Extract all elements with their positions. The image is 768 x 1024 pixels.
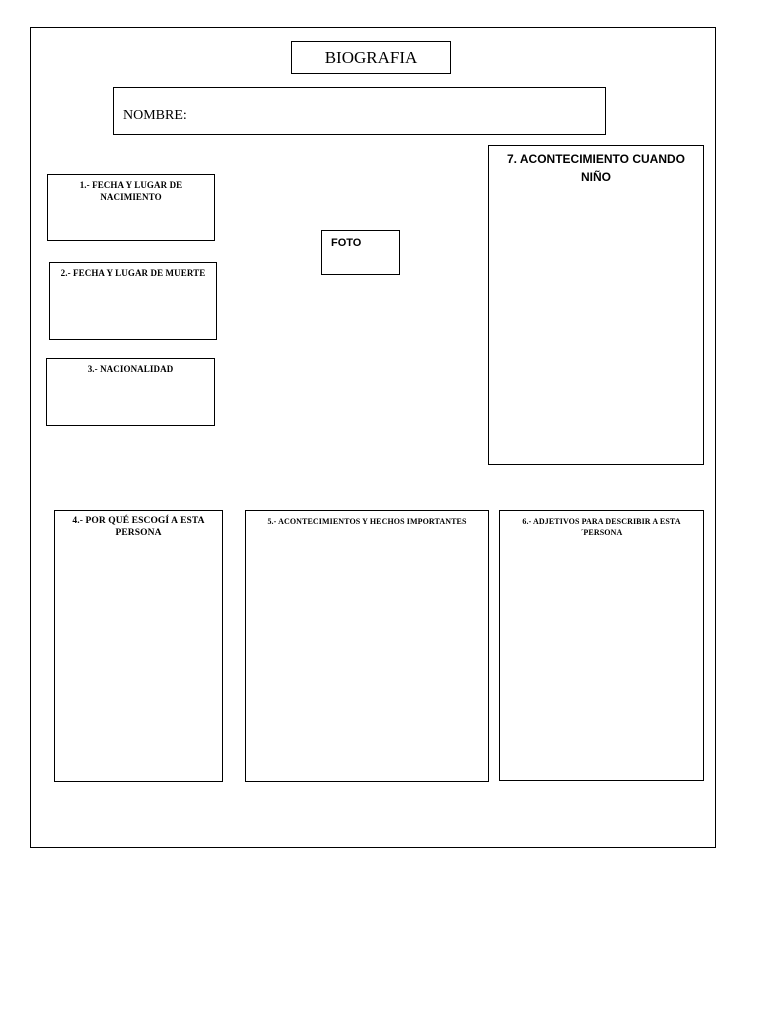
section-4-label: 4.- POR QUÉ ESCOGÍ A ESTA PERSONA	[72, 516, 205, 538]
section-important-events[interactable]	[245, 510, 489, 782]
section-death-date-place[interactable]	[49, 262, 217, 340]
section-1-label: 1.- FECHA Y LUGAR DE NACIMIENTO	[79, 180, 183, 202]
name-field[interactable]	[113, 87, 606, 135]
photo-box[interactable]	[321, 230, 400, 275]
section-5-label: 5.- ACONTECIMIENTOS Y HECHOS IMPORTANTES	[267, 517, 467, 526]
section-why-chosen[interactable]	[54, 510, 223, 782]
section-birth-date-place[interactable]	[47, 174, 215, 241]
photo-label: FOTO	[331, 237, 362, 249]
section-childhood-event[interactable]	[488, 145, 704, 465]
section-2-label: 2.- FECHA Y LUGAR DE MUERTE	[60, 268, 206, 278]
section-3-label: 3.- NACIONALIDAD	[87, 364, 174, 374]
section-7-label: 7. ACONTECIMIENTO CUANDO NIÑO	[506, 152, 685, 184]
name-label: NOMBRE:	[123, 108, 187, 123]
title-text: BIOGRAFIA	[324, 47, 418, 67]
page-title	[291, 41, 451, 74]
section-6-label: 6.- ADJETIVOS PARA DESCRIBIR A ESTA ´PERSONA	[522, 517, 681, 537]
section-adjectives[interactable]	[499, 510, 704, 781]
section-nationality[interactable]	[46, 358, 215, 426]
